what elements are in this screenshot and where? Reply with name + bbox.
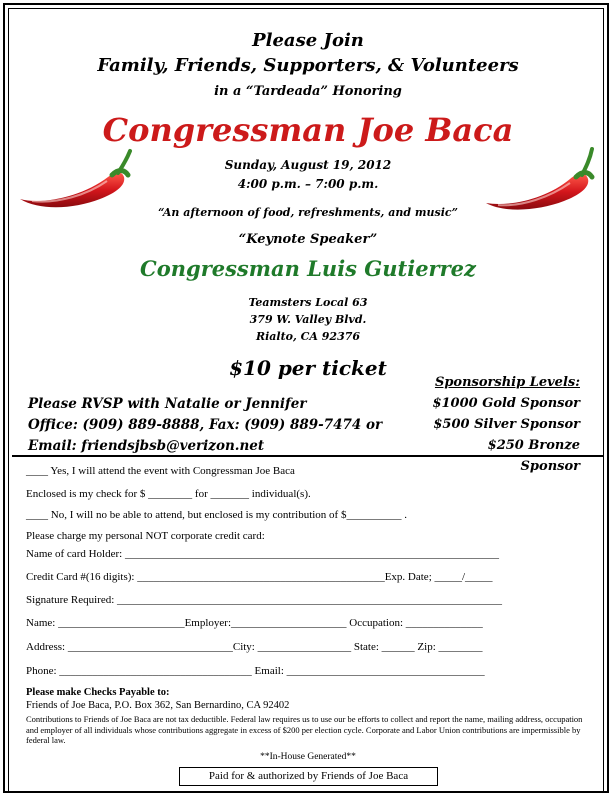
sponsor-level-silver: $500 Silver Sponsor — [433, 417, 580, 432]
event-date: Sunday, August 19, 2012 — [224, 158, 392, 172]
payable-heading: Please make Checks Payable to: — [26, 687, 170, 698]
card-number-field[interactable]: Credit Card #(16 digits): _____________________________________________Exp. Date; _____/_____ — [26, 571, 493, 583]
event-title: Congressman Joe Baca — [102, 111, 514, 149]
paid-for-box: Paid for & authorized by Friends of Joe Baca — [179, 767, 438, 786]
rsvp-contact: Please RVSP with Natalie or Jennifer — [28, 396, 307, 412]
rsvp-block — [28, 394, 382, 457]
event-time: 4:00 p.m. – 7:00 p.m. — [237, 177, 379, 191]
venue-street: 379 W. Valley Blvd. — [249, 313, 367, 326]
tardeada-text: in a “Tardeada” Honoring — [214, 84, 402, 99]
event-tagline: “An afternoon of food, refreshments, and music” — [158, 206, 458, 219]
attend-line[interactable]: ____ Yes, I will attend the event with Congressman Joe Baca — [26, 465, 295, 477]
check-amount-line[interactable]: Enclosed is my check for $ ________ for _______ individual(s). — [26, 488, 311, 500]
credit-card-instruction: Please charge my personal NOT corporate credit card: — [26, 530, 265, 542]
keynote-speaker-name: Congressman Luis Gutierrez — [140, 256, 476, 281]
rsvp-phone: Office: (909) 889-8888, Fax: (909) 889-7474 or — [28, 417, 383, 433]
address-row[interactable]: Address: ______________________________City: _________________ State: ______ Zip: ________ — [26, 641, 483, 653]
payment-info — [26, 687, 586, 746]
venue-name: Teamsters Local 63 — [248, 296, 368, 309]
legal-disclaimer: Contributions to Friends of Joe Baca are not tax deductible. Federal law requires us to use our be efforts to collect and report the name, mailing address, occupation and employer of all individuals whose contributions aggregate in excess of $200 per election cycle. Corporate and Labor Union contributions are impermissible by federal law. — [26, 714, 583, 745]
rsvp-email[interactable]: Email: friendsjbsb@verizon.net — [28, 438, 265, 454]
sponsorship-title: Sponsorship Levels: — [434, 375, 580, 390]
section-divider — [12, 455, 604, 457]
keynote-label: “Keynote Speaker” — [238, 232, 378, 247]
please-join-text: Please Join — [252, 30, 364, 51]
signature-field[interactable]: Signature Required: ______________________________________________________________________ — [26, 594, 503, 606]
sponsorship-block — [430, 372, 580, 477]
payable-address: Friends of Joe Baca, P.O. Box 362, San Bernardino, CA 92402 — [26, 700, 290, 711]
name-employer-occupation-row[interactable]: Name: _______________________Employer:_____________________ Occupation: ______________ — [26, 617, 483, 629]
venue-city: Rialto, CA 92376 — [255, 330, 361, 343]
ticket-price: $10 per ticket — [229, 356, 387, 380]
contribution-line[interactable]: ____ No, I will no be able to attend, but enclosed is my contribution of $__________ . — [26, 509, 407, 521]
sponsor-level-bronze: $250 Bronze Sponsor — [487, 438, 580, 474]
phone-email-row[interactable]: Phone: ___________________________________ Email: ____________________________________ — [26, 665, 485, 677]
in-house-note: **In-House Generated** — [260, 752, 356, 762]
sponsor-level-gold: $1000 Gold Sponsor — [432, 396, 580, 411]
invitees-text: Family, Friends, Supporters, & Volunteers — [97, 55, 519, 76]
card-holder-field[interactable]: Name of card Holder: ____________________________________________________________________ — [26, 548, 499, 560]
